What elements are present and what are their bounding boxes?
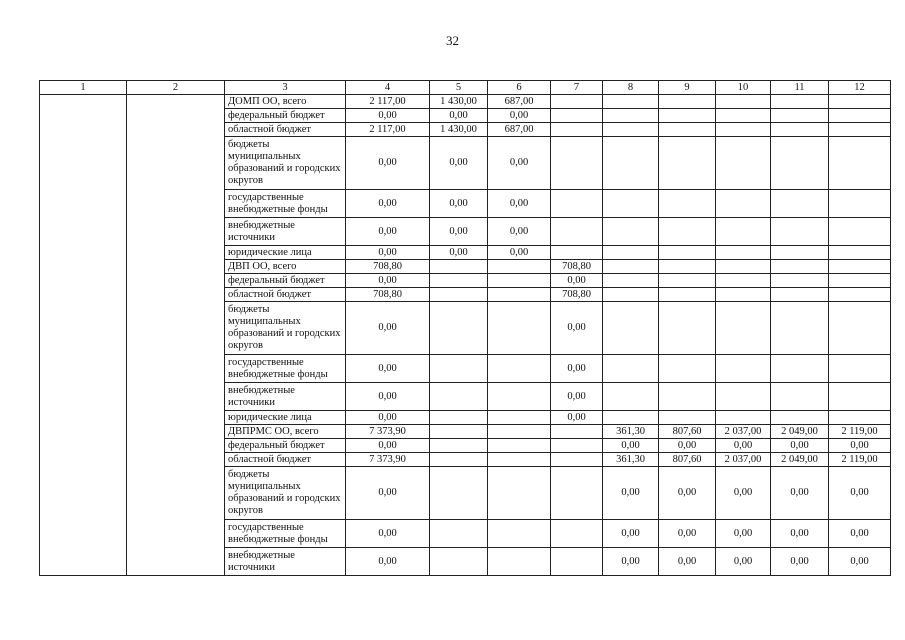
value-cell: 0,00 xyxy=(430,246,488,260)
row-label-cell: юридические лица xyxy=(225,246,346,260)
value-cell xyxy=(659,137,716,190)
value-cell xyxy=(771,288,829,302)
value-cell: 0,00 xyxy=(829,467,891,520)
value-cell: 0,00 xyxy=(346,218,430,246)
value-cell: 708,80 xyxy=(346,288,430,302)
column-header: 12 xyxy=(829,81,891,95)
row-label-cell: федеральный бюджет xyxy=(225,439,346,453)
column-1-cell xyxy=(40,95,127,576)
value-cell xyxy=(488,520,551,548)
column-header: 6 xyxy=(488,81,551,95)
value-cell xyxy=(551,548,603,576)
value-cell: 1 430,00 xyxy=(430,95,488,109)
value-cell: 0,00 xyxy=(488,246,551,260)
value-cell xyxy=(771,218,829,246)
value-cell: 708,80 xyxy=(551,260,603,274)
value-cell xyxy=(603,355,659,383)
value-cell xyxy=(829,274,891,288)
value-cell xyxy=(488,274,551,288)
value-cell: 687,00 xyxy=(488,123,551,137)
value-cell: 807,60 xyxy=(659,453,716,467)
value-cell xyxy=(551,109,603,123)
value-cell: 361,30 xyxy=(603,425,659,439)
value-cell: 0,00 xyxy=(829,520,891,548)
value-cell: 0,00 xyxy=(603,439,659,453)
column-header: 4 xyxy=(346,81,430,95)
value-cell xyxy=(430,467,488,520)
value-cell xyxy=(659,95,716,109)
value-cell xyxy=(551,123,603,137)
value-cell xyxy=(716,109,771,123)
value-cell xyxy=(829,260,891,274)
row-label-cell: бюджеты муниципальных образований и городских округов xyxy=(225,302,346,355)
value-cell xyxy=(659,123,716,137)
value-cell xyxy=(488,467,551,520)
value-cell xyxy=(659,190,716,218)
value-cell: 0,00 xyxy=(430,190,488,218)
row-label-cell: ДВПРМС ОО, всего xyxy=(225,425,346,439)
value-cell xyxy=(430,302,488,355)
value-cell: 7 373,90 xyxy=(346,425,430,439)
value-cell xyxy=(716,218,771,246)
value-cell xyxy=(829,137,891,190)
value-cell xyxy=(603,218,659,246)
row-label-cell: внебюджетные источники xyxy=(225,383,346,411)
value-cell xyxy=(603,288,659,302)
value-cell: 2 117,00 xyxy=(346,123,430,137)
value-cell: 0,00 xyxy=(346,109,430,123)
value-cell xyxy=(716,288,771,302)
value-cell xyxy=(603,190,659,218)
value-cell xyxy=(829,109,891,123)
budget-table xyxy=(39,80,891,576)
value-cell: 0,00 xyxy=(603,548,659,576)
value-cell: 2 037,00 xyxy=(716,453,771,467)
value-cell: 0,00 xyxy=(659,467,716,520)
value-cell xyxy=(603,137,659,190)
value-cell xyxy=(771,274,829,288)
value-cell xyxy=(551,137,603,190)
value-cell xyxy=(551,439,603,453)
value-cell xyxy=(488,425,551,439)
value-cell: 2 049,00 xyxy=(771,425,829,439)
value-cell: 2 049,00 xyxy=(771,453,829,467)
value-cell: 0,00 xyxy=(551,355,603,383)
value-cell: 0,00 xyxy=(551,411,603,425)
value-cell xyxy=(551,218,603,246)
value-cell xyxy=(488,383,551,411)
row-label-cell: ДВП ОО, всего xyxy=(225,260,346,274)
column-header: 7 xyxy=(551,81,603,95)
value-cell: 0,00 xyxy=(659,548,716,576)
value-cell: 0,00 xyxy=(716,439,771,453)
value-cell xyxy=(551,190,603,218)
column-header: 11 xyxy=(771,81,829,95)
value-cell: 0,00 xyxy=(488,190,551,218)
value-cell xyxy=(659,355,716,383)
value-cell xyxy=(829,302,891,355)
value-cell: 0,00 xyxy=(829,548,891,576)
value-cell: 0,00 xyxy=(346,383,430,411)
value-cell xyxy=(771,190,829,218)
value-cell: 0,00 xyxy=(716,548,771,576)
value-cell xyxy=(603,383,659,411)
value-cell xyxy=(430,548,488,576)
value-cell xyxy=(603,246,659,260)
value-cell xyxy=(430,288,488,302)
value-cell xyxy=(659,411,716,425)
column-2-cell xyxy=(127,95,225,576)
column-header: 1 xyxy=(40,81,127,95)
value-cell: 0,00 xyxy=(551,302,603,355)
value-cell: 0,00 xyxy=(603,520,659,548)
value-cell: 687,00 xyxy=(488,95,551,109)
value-cell: 0,00 xyxy=(346,467,430,520)
value-cell xyxy=(603,274,659,288)
value-cell: 2 119,00 xyxy=(829,425,891,439)
value-cell xyxy=(430,425,488,439)
value-cell: 0,00 xyxy=(488,109,551,123)
value-cell xyxy=(771,302,829,355)
value-cell xyxy=(716,123,771,137)
value-cell: 708,80 xyxy=(551,288,603,302)
value-cell xyxy=(488,288,551,302)
value-cell: 0,00 xyxy=(430,109,488,123)
row-label-cell: областной бюджет xyxy=(225,288,346,302)
value-cell: 2 117,00 xyxy=(346,95,430,109)
value-cell xyxy=(659,274,716,288)
value-cell xyxy=(771,137,829,190)
value-cell xyxy=(603,260,659,274)
row-label-cell: федеральный бюджет xyxy=(225,109,346,123)
value-cell: 0,00 xyxy=(716,520,771,548)
value-cell xyxy=(716,137,771,190)
value-cell xyxy=(659,288,716,302)
column-header: 10 xyxy=(716,81,771,95)
value-cell xyxy=(829,383,891,411)
value-cell xyxy=(551,520,603,548)
value-cell xyxy=(551,453,603,467)
row-label-cell: внебюджетные источники xyxy=(225,548,346,576)
value-cell: 0,00 xyxy=(659,439,716,453)
value-cell: 0,00 xyxy=(659,520,716,548)
value-cell xyxy=(716,355,771,383)
value-cell xyxy=(771,246,829,260)
value-cell: 0,00 xyxy=(346,520,430,548)
value-cell: 1 430,00 xyxy=(430,123,488,137)
value-cell xyxy=(771,260,829,274)
value-cell xyxy=(659,260,716,274)
value-cell: 807,60 xyxy=(659,425,716,439)
value-cell xyxy=(716,190,771,218)
value-cell xyxy=(659,302,716,355)
value-cell xyxy=(430,439,488,453)
value-cell: 0,00 xyxy=(829,439,891,453)
value-cell xyxy=(659,218,716,246)
value-cell xyxy=(430,383,488,411)
value-cell: 0,00 xyxy=(771,467,829,520)
value-cell: 0,00 xyxy=(346,548,430,576)
value-cell: 7 373,90 xyxy=(346,453,430,467)
value-cell xyxy=(771,109,829,123)
column-header: 5 xyxy=(430,81,488,95)
row-label-cell: государственные внебюджетные фонды xyxy=(225,520,346,548)
row-label-cell: областной бюджет xyxy=(225,453,346,467)
row-label-cell: ДОМП ОО, всего xyxy=(225,95,346,109)
row-label-cell: бюджеты муниципальных образований и городских округов xyxy=(225,137,346,190)
column-header: 3 xyxy=(225,81,346,95)
value-cell: 0,00 xyxy=(488,137,551,190)
value-cell: 2 119,00 xyxy=(829,453,891,467)
row-label-cell: юридические лица xyxy=(225,411,346,425)
row-label-cell: областной бюджет xyxy=(225,123,346,137)
value-cell xyxy=(771,411,829,425)
value-cell: 0,00 xyxy=(771,520,829,548)
value-cell: 0,00 xyxy=(716,467,771,520)
value-cell xyxy=(771,383,829,411)
value-cell xyxy=(771,355,829,383)
value-cell: 0,00 xyxy=(430,218,488,246)
value-cell xyxy=(551,246,603,260)
value-cell xyxy=(430,453,488,467)
value-cell: 0,00 xyxy=(771,439,829,453)
value-cell xyxy=(488,302,551,355)
value-cell xyxy=(716,260,771,274)
value-cell: 0,00 xyxy=(771,548,829,576)
value-cell xyxy=(829,95,891,109)
value-cell: 2 037,00 xyxy=(716,425,771,439)
row-label-cell: государственные внебюджетные фонды xyxy=(225,190,346,218)
value-cell: 0,00 xyxy=(488,218,551,246)
value-cell xyxy=(716,302,771,355)
value-cell: 0,00 xyxy=(346,246,430,260)
value-cell xyxy=(488,355,551,383)
value-cell xyxy=(829,411,891,425)
value-cell xyxy=(829,355,891,383)
value-cell xyxy=(488,453,551,467)
row-label-cell: государственные внебюджетные фонды xyxy=(225,355,346,383)
value-cell: 0,00 xyxy=(346,411,430,425)
value-cell xyxy=(829,246,891,260)
value-cell: 361,30 xyxy=(603,453,659,467)
value-cell xyxy=(659,109,716,123)
value-cell xyxy=(430,411,488,425)
value-cell xyxy=(716,383,771,411)
value-cell xyxy=(716,274,771,288)
value-cell xyxy=(488,439,551,453)
value-cell: 0,00 xyxy=(346,274,430,288)
value-cell xyxy=(603,302,659,355)
value-cell: 0,00 xyxy=(430,137,488,190)
row-label-cell: федеральный бюджет xyxy=(225,274,346,288)
value-cell xyxy=(430,520,488,548)
column-header: 8 xyxy=(603,81,659,95)
value-cell: 0,00 xyxy=(346,190,430,218)
value-cell xyxy=(430,355,488,383)
value-cell xyxy=(771,123,829,137)
value-cell xyxy=(430,274,488,288)
row-label-cell: бюджеты муниципальных образований и городских округов xyxy=(225,467,346,520)
value-cell xyxy=(603,109,659,123)
column-header: 2 xyxy=(127,81,225,95)
value-cell xyxy=(488,411,551,425)
value-cell: 0,00 xyxy=(551,383,603,411)
value-cell xyxy=(603,411,659,425)
value-cell xyxy=(551,425,603,439)
value-cell xyxy=(771,95,829,109)
value-cell xyxy=(488,260,551,274)
value-cell xyxy=(603,95,659,109)
value-cell: 0,00 xyxy=(551,274,603,288)
value-cell xyxy=(488,548,551,576)
value-cell xyxy=(829,123,891,137)
value-cell: 0,00 xyxy=(346,137,430,190)
page-number: 32 xyxy=(446,33,459,48)
value-cell xyxy=(829,218,891,246)
value-cell xyxy=(716,411,771,425)
value-cell xyxy=(716,95,771,109)
value-cell: 0,00 xyxy=(603,467,659,520)
value-cell: 0,00 xyxy=(346,302,430,355)
row-label-cell: внебюджетные источники xyxy=(225,218,346,246)
value-cell: 708,80 xyxy=(346,260,430,274)
value-cell xyxy=(716,246,771,260)
value-cell xyxy=(659,383,716,411)
value-cell xyxy=(829,190,891,218)
table-header-row xyxy=(40,81,891,95)
value-cell xyxy=(551,467,603,520)
column-header: 9 xyxy=(659,81,716,95)
value-cell: 0,00 xyxy=(346,439,430,453)
value-cell xyxy=(551,95,603,109)
value-cell xyxy=(829,288,891,302)
value-cell: 0,00 xyxy=(346,355,430,383)
table-row xyxy=(40,95,891,109)
value-cell xyxy=(659,246,716,260)
value-cell xyxy=(603,123,659,137)
value-cell xyxy=(430,260,488,274)
